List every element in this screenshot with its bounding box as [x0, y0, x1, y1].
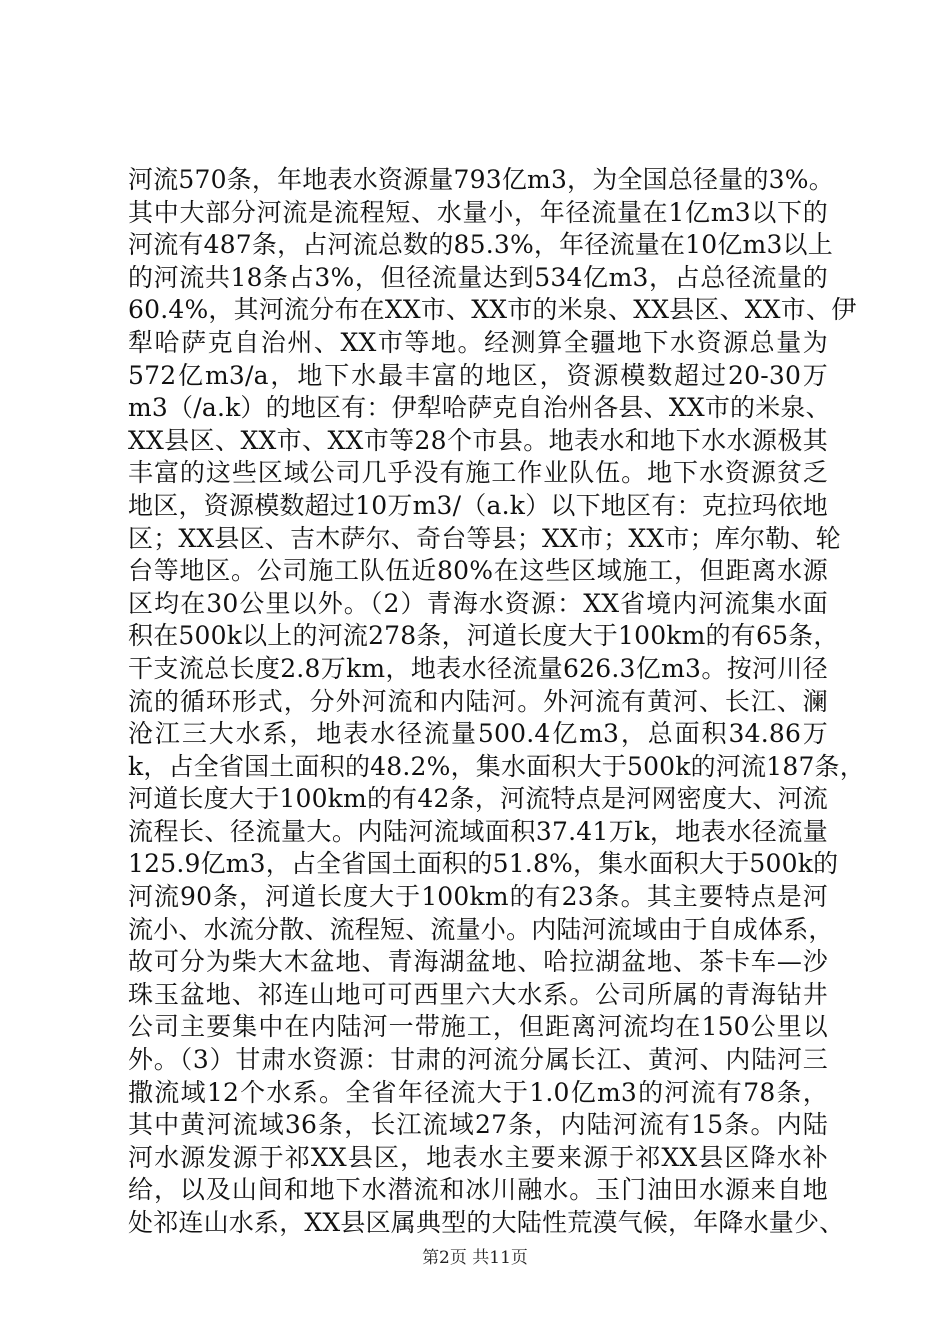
text-line: 地区，资源模数超过10万m3/（a.k）以下地区有：克拉玛依地: [128, 490, 828, 520]
text-line: 外。（3）甘肃水资源：甘肃的河流分属长江、黄河、内陆河三: [128, 1045, 828, 1075]
text-line: 区；XX县区、吉木萨尔、奇台等县；XX市；XX市；库尔勒、轮: [128, 523, 841, 553]
text-line: m3（/a.k）的地区有：伊犁哈萨克自治州各县、XX市的米泉、: [128, 393, 831, 423]
page-footer: 第2页 共11页: [422, 1248, 528, 1268]
text-line: 河道长度大于100km的有42条，河流特点是河网密度大、河流: [128, 784, 828, 814]
text-line: 撒流域12个水系。全省年径流大于1.0亿m3的河流有78条，: [128, 1077, 828, 1107]
text-line: 河流570条，年地表水资源量793亿m3，为全国总径量的3%。: [128, 165, 834, 194]
text-line: 干支流总长度2.8万km，地表水径流量626.3亿m3。按河川径: [128, 653, 828, 683]
text-line: 珠玉盆地、祁连山地可可西里六大水系。公司所属的青海钻井: [128, 979, 828, 1009]
text-line: 河流有487条，占河流总数的85.3%，年径流量在10亿m3以上: [128, 230, 833, 260]
text-line: 流小、水流分散、流程短、流量小。内陆河流域由于自成体系，: [128, 914, 834, 944]
text-line: 流的循环形式，分外河流和内陆河。外河流有黄河、长江、澜: [128, 686, 828, 716]
body-text: [128, 164, 865, 1240]
text-line: 河水源发源于祁XX县区，地表水主要来源于祁XX县区降水补: [128, 1142, 828, 1172]
text-line: 的河流共18条占3%，但径流量达到534亿m3，占总径流量的: [128, 262, 828, 292]
text-line: 沧江三大水系，地表水径流量500.4亿m3，总面积34.86万: [128, 719, 828, 749]
text-line: 处祁连山水系，XX县区属典型的大陆性荒漠气候，年降水量少、: [128, 1208, 845, 1237]
text-line: 125.9亿m3，占全省国土面积的51.8%，集水面积大于500k的: [128, 849, 839, 879]
text-line: 河流90条，河道长度大于100km的有23条。其主要特点是河: [128, 882, 828, 912]
text-line: 丰富的这些区域公司几乎没有施工作业队伍。地下水资源贫乏: [128, 458, 828, 488]
text-line: 其中黄河流域36条，长江流域27条，内陆河流有15条。内陆: [128, 1110, 828, 1140]
text-line: 60.4%，其河流分布在XX市、XX市的米泉、XX县区、XX市、伊: [128, 295, 857, 325]
text-line: 区均在30公里以外。（2）青海水资源：XX省境内河流集水面: [128, 588, 828, 618]
text-line: 给，以及山间和地下水潜流和冰川融水。玉门油田水源来自地: [128, 1175, 828, 1205]
text-line: 故可分为柴大木盆地、青海湖盆地、哈拉湖盆地、茶卡车—沙: [128, 947, 828, 977]
text-line: 公司主要集中在内陆河一带施工，但距离河流均在150公里以: [128, 1012, 828, 1042]
text-line: 犁哈萨克自治州、XX市等地。经测算全疆地下水资源总量为: [128, 327, 828, 357]
text-line: 流程长、径流量大。内陆河流域面积37.41万k，地表水径流量: [128, 816, 828, 846]
text-line: 572亿m3/a，地下水最丰富的地区，资源模数超过20-30万: [128, 360, 828, 390]
text-line: 积在500k以上的河流278条，河道长度大于100km的有65条，: [128, 621, 839, 651]
text-line: k，占全省国土面积的48.2%，集水面积大于500k的河流187条，: [128, 751, 865, 781]
text-line: 其中大部分河流是流程短、水量小，年径流量在1亿m3以下的: [128, 197, 828, 227]
text-line: XX县区、XX市、XX市等28个市县。地表水和地下水水源极其: [128, 425, 828, 455]
text-line: 台等地区。公司施工队伍近80%在这些区域施工，但距离水源: [128, 556, 828, 586]
